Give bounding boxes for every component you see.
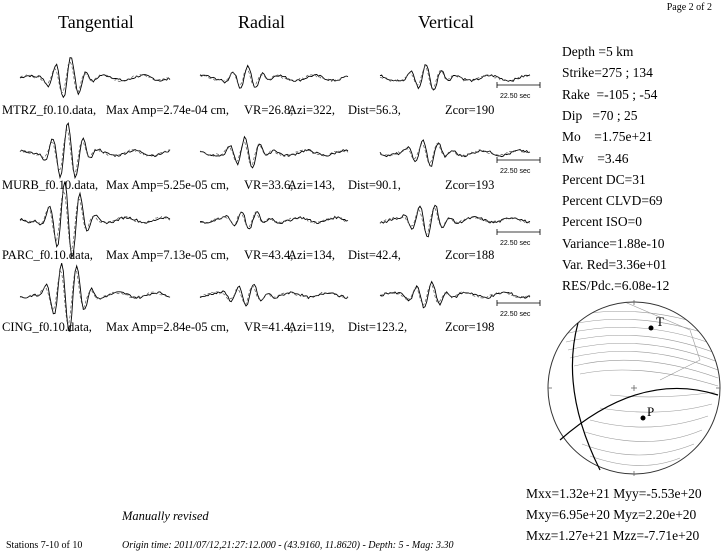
station-name: MTRZ_f0.10.data,	[2, 103, 97, 117]
beachball-shading	[560, 300, 718, 466]
station-vr: VR=43.4,	[244, 248, 294, 262]
time-scale-label: 22.50 sec	[500, 311, 531, 318]
station-dist: Dist=42.4,	[348, 248, 401, 262]
station-name: MURB_f0.10.data,	[2, 178, 99, 192]
solution-parameter: RES/Pdc.=6.08e-12	[562, 278, 670, 294]
column-header-vertical: Vertical	[418, 12, 474, 32]
station-dist: Dist=90.1,	[348, 178, 401, 192]
solution-parameter: Percent ISO=0	[562, 214, 642, 230]
time-scale-label: 22.50 sec	[500, 168, 531, 175]
station-max-amp: Max Amp=5.25e-05 cm,	[106, 178, 230, 192]
station-azi: Azi=322,	[288, 103, 335, 117]
station-zcor: Zcor=198	[445, 320, 495, 334]
station-vr: VR=33.6,	[244, 178, 294, 192]
solution-parameter: Percent CLVD=69	[562, 193, 663, 209]
station-zcor: Zcor=188	[445, 248, 495, 262]
stations-range: Stations 7-10 of 10	[6, 540, 83, 551]
station-zcor: Zcor=193	[445, 178, 495, 192]
solution-parameter: Percent DC=31	[562, 171, 646, 187]
p-axis-label: P	[647, 404, 655, 419]
station-name: CING_f0.10.data,	[2, 320, 92, 334]
station-max-amp: Max Amp=7.13e-05 cm,	[106, 248, 230, 262]
origin-info: Origin time: 2011/07/12,21:27:12.000 - (43.9160, 11.8620) - Depth: 5 - Mag: 3.30	[122, 540, 454, 551]
moment-tensor-line-2: Mxy=6.95e+20 Myz=2.20e+20	[526, 507, 697, 522]
solution-parameter: Mw =3.46	[562, 150, 629, 166]
solution-parameter: Var. Red=3.36e+01	[562, 257, 667, 272]
station-dist: Dist=56.3,	[348, 103, 401, 117]
solution-parameter: Dip =70 ; 25	[562, 107, 638, 123]
solution-parameter: Strike=275 ; 134	[562, 65, 653, 81]
station-azi: Azi=119,	[288, 320, 335, 334]
p-axis-marker	[641, 416, 646, 421]
station-max-amp: Max Amp=2.74e-04 cm,	[106, 103, 230, 117]
station-vr: VR=26.8,	[244, 103, 294, 117]
station-zcor: Zcor=190	[445, 103, 495, 117]
moment-tensor-line-3: Mxz=1.27e+21 Mzz=-7.71e+20	[526, 528, 700, 543]
page-number: Page 2 of 2	[666, 2, 712, 13]
revision-note: Manually revised	[122, 509, 209, 523]
station-dist: Dist=123.2,	[348, 320, 408, 334]
time-scale-label: 22.50 sec	[500, 240, 531, 247]
station-azi: Azi=143,	[288, 178, 335, 192]
t-axis-label: T	[656, 314, 664, 329]
column-header-radial: Radial	[238, 12, 285, 32]
solution-parameter: Rake =-105 ; -54	[562, 86, 658, 102]
column-header-tangential: Tangential	[58, 12, 134, 32]
solution-parameter: Variance=1.88e-10	[562, 235, 665, 251]
station-azi: Azi=134,	[288, 248, 335, 262]
t-axis-marker	[649, 326, 654, 331]
time-scale-label: 22.50 sec	[500, 93, 531, 100]
moment-tensor-line-1: Mxx=1.32e+21 Myy=-5.53e+20	[526, 486, 702, 501]
solution-parameter: Mo =1.75e+21	[562, 129, 653, 145]
station-name: PARC_f0.10.data,	[2, 248, 93, 262]
station-vr: VR=41.4,	[244, 320, 294, 334]
solution-parameter: Depth =5 km	[562, 44, 634, 59]
station-max-amp: Max Amp=2.84e-05 cm,	[106, 320, 230, 334]
